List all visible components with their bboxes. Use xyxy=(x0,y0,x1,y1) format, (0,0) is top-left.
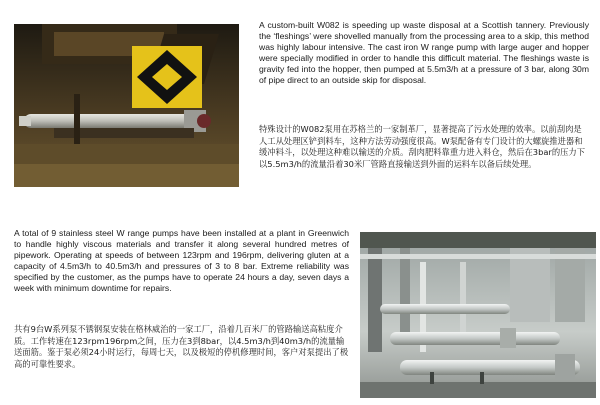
stainless-pumps-image xyxy=(360,232,596,398)
case1-english-text: A custom-built W082 is speeding up waste disposal at a Scottish tannery. Previously the ‘fleshings’ were shovelled manually from the processing area to a skip, this method was highly labour intensive. The cast iron W range pump with large auger and hopper were specially modified in order to handle this difficult material. The fleshings waste is gravity fed into the hopper, then pumped at 5.5m3/h at a pressure of 3 bar, along 30m of pipe direct to an outside skip for disposal. xyxy=(259,20,589,85)
case2-chinese-text: 共有9台W系列泵不锈钢泵安装在格林威治的一家工厂，沿着几百米厂的管路输送高粘度介质。工作转速在123rpm196rpm之间，压力在3到8bar，以4.5m3/h到40m3/h的流量输送面筋。鉴于泵必须24小时运行，每周七天，以及极短的停机修理时间，客户对泵提出了极高的可靠性要求。 xyxy=(14,324,349,369)
greenwich-plant-photo xyxy=(360,232,596,398)
case2-english-text: A total of 9 stainless steel W range pumps have been installed at a plant in Greenwich to handle highly viscous materials and transfer it along several hundred metres of pipework. Operating at speeds of between 123rpm and 196rpm, delivering gluten at a capacity of 4.5m3/h to 40.5m3/h and pressures of 3 to 8 bar. Extreme reliability was specified by the customer, as the pumps have to operate 24 hours a day, seven days a week with minimum downtime for repairs. xyxy=(14,228,349,293)
tannery-pump-image xyxy=(14,24,239,187)
case1-chinese-text: 特殊设计的W082泵用在苏格兰的一家制革厂，显著提高了污水处理的效率。以前刮肉是人工从处理区铲到料车，这种方法劳动强度很高。W泵配备有专门设计的大螺旋推进器和缓冲料斗，以处理这种难以输送的介质。刮肉肥料靠重力进入料仓，然后在3bar的压力下以5.5m3/h的流量沿着30米厂管路直接输送到外面的运料车以备后续处理。 xyxy=(259,124,586,169)
tannery-pump-photo xyxy=(14,24,239,187)
